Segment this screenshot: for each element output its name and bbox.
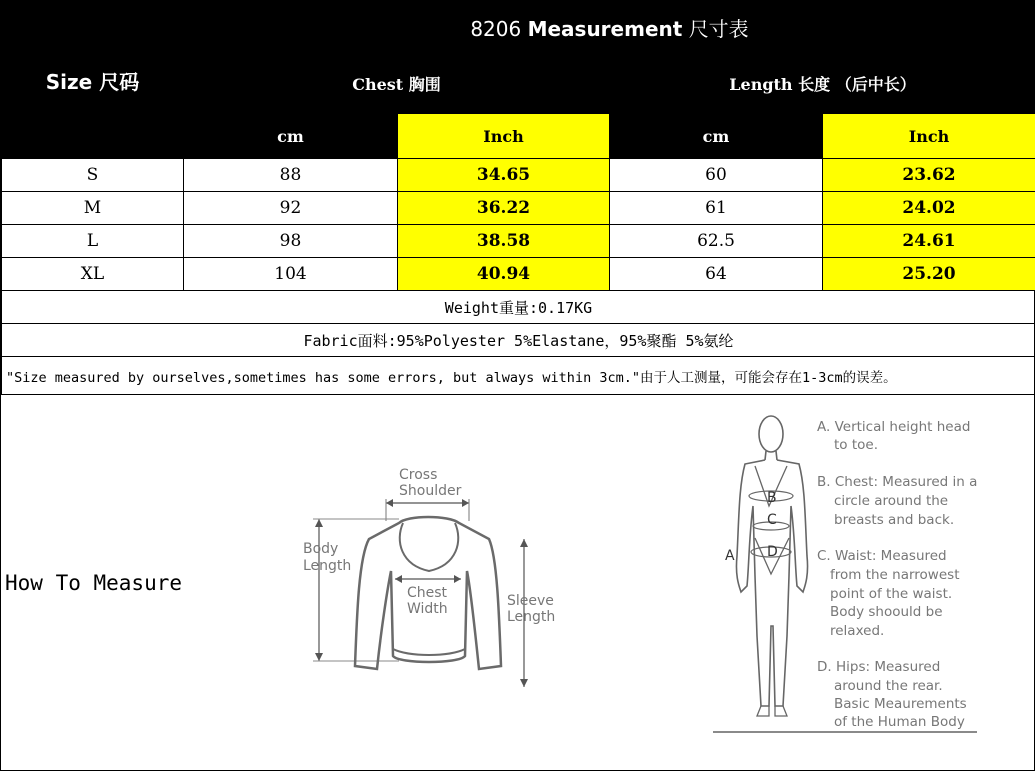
disclaimer-row: "Size measured by ourselves,sometimes has some errors, but always within 3cm."由于人工测量，可能会存在1-3cm的误差。	[2, 357, 1035, 395]
desc-d-line3: Basic Meaurements	[834, 696, 967, 712]
length-inch-cell: 24.02	[823, 192, 1035, 225]
desc-d-line2: around the rear.	[834, 678, 943, 694]
size-column-header: Size 尺码	[2, 2, 184, 159]
table-row	[2, 225, 1035, 258]
desc-c-line3: point of the waist.	[830, 586, 953, 602]
desc-c-line4: Body shoould be	[830, 604, 943, 620]
length-cm-cell: 60	[610, 159, 823, 192]
length-cm-header: cm	[610, 114, 823, 159]
title-number: 8206	[470, 17, 522, 41]
chest-width-label-line1: Chest	[407, 585, 448, 601]
size-table	[1, 1, 1035, 395]
desc-b-line1: B. Chest: Measured in a	[817, 474, 978, 490]
chest-group-header: Chest 胸围	[184, 54, 610, 114]
desc-d-line4: of the Human Body	[834, 714, 965, 730]
table-row	[2, 192, 1035, 225]
length-inch-cell: 24.61	[823, 225, 1035, 258]
cross-shoulder-label-line1: Cross	[399, 467, 438, 483]
size-cell: S	[2, 159, 184, 192]
body-illustration	[709, 406, 981, 736]
length-group-header: Length 长度 （后中长）	[610, 54, 1035, 114]
size-cell: M	[2, 192, 184, 225]
weight-row: Weight重量:0.17KG	[2, 291, 1035, 324]
chest-inch-header: Inch	[398, 114, 610, 159]
table-row	[2, 159, 1035, 192]
chest-inch-cell: 38.58	[398, 225, 610, 258]
body-length-label-line2: Length	[303, 558, 352, 574]
chest-inch-cell: 36.22	[398, 192, 610, 225]
marker-a: A	[725, 548, 735, 564]
desc-a-line1: A. Vertical height head	[817, 419, 971, 435]
cross-shoulder-label-line2: Shoulder	[399, 483, 462, 499]
length-inch-cell: 25.20	[823, 258, 1035, 291]
desc-b-line3: breasts and back.	[834, 512, 955, 528]
chest-inch-cell: 40.94	[398, 258, 610, 291]
chest-cm-cell: 98	[184, 225, 398, 258]
chart-title	[184, 2, 1035, 54]
body-length-label-line1: Body	[303, 541, 339, 557]
marker-c: C	[767, 512, 777, 528]
body-diagram	[709, 406, 981, 736]
sleeve-length-label-line2: Length	[507, 609, 556, 625]
marker-d: D	[767, 544, 778, 560]
length-cm-cell: 62.5	[610, 225, 823, 258]
shirt-diagram	[299, 461, 569, 701]
title-main: Measurement	[527, 17, 683, 41]
desc-b-line2: circle around the	[834, 493, 949, 509]
desc-a-line2: to toe.	[834, 437, 878, 453]
how-to-measure-label: How To Measure	[5, 571, 183, 595]
chest-cm-cell: 104	[184, 258, 398, 291]
fabric-row: Fabric面料:95%Polyester 5%Elastane，95%聚酯 5%氨纶	[2, 324, 1035, 357]
size-cell: XL	[2, 258, 184, 291]
shirt-illustration	[299, 461, 569, 701]
sleeve-length-label-line1: Sleeve	[507, 593, 554, 609]
desc-c-line2: from the narrowest	[830, 567, 960, 583]
length-cm-cell: 61	[610, 192, 823, 225]
desc-c-line1: C. Waist: Measured	[817, 548, 947, 564]
size-cell: L	[2, 225, 184, 258]
chest-cm-cell: 88	[184, 159, 398, 192]
chest-cm-cell: 92	[184, 192, 398, 225]
desc-c-line5: relaxed.	[830, 623, 885, 639]
chest-width-label-line2: Width	[407, 601, 448, 617]
table-row	[2, 258, 1035, 291]
length-inch-cell: 23.62	[823, 159, 1035, 192]
length-inch-header: Inch	[823, 114, 1035, 159]
chest-inch-cell: 34.65	[398, 159, 610, 192]
marker-b: B	[767, 490, 777, 506]
title-suffix: 尺寸表	[688, 17, 749, 41]
length-cm-cell: 64	[610, 258, 823, 291]
chest-cm-header: cm	[184, 114, 398, 159]
desc-d-line1: D. Hips: Measured	[817, 659, 941, 675]
